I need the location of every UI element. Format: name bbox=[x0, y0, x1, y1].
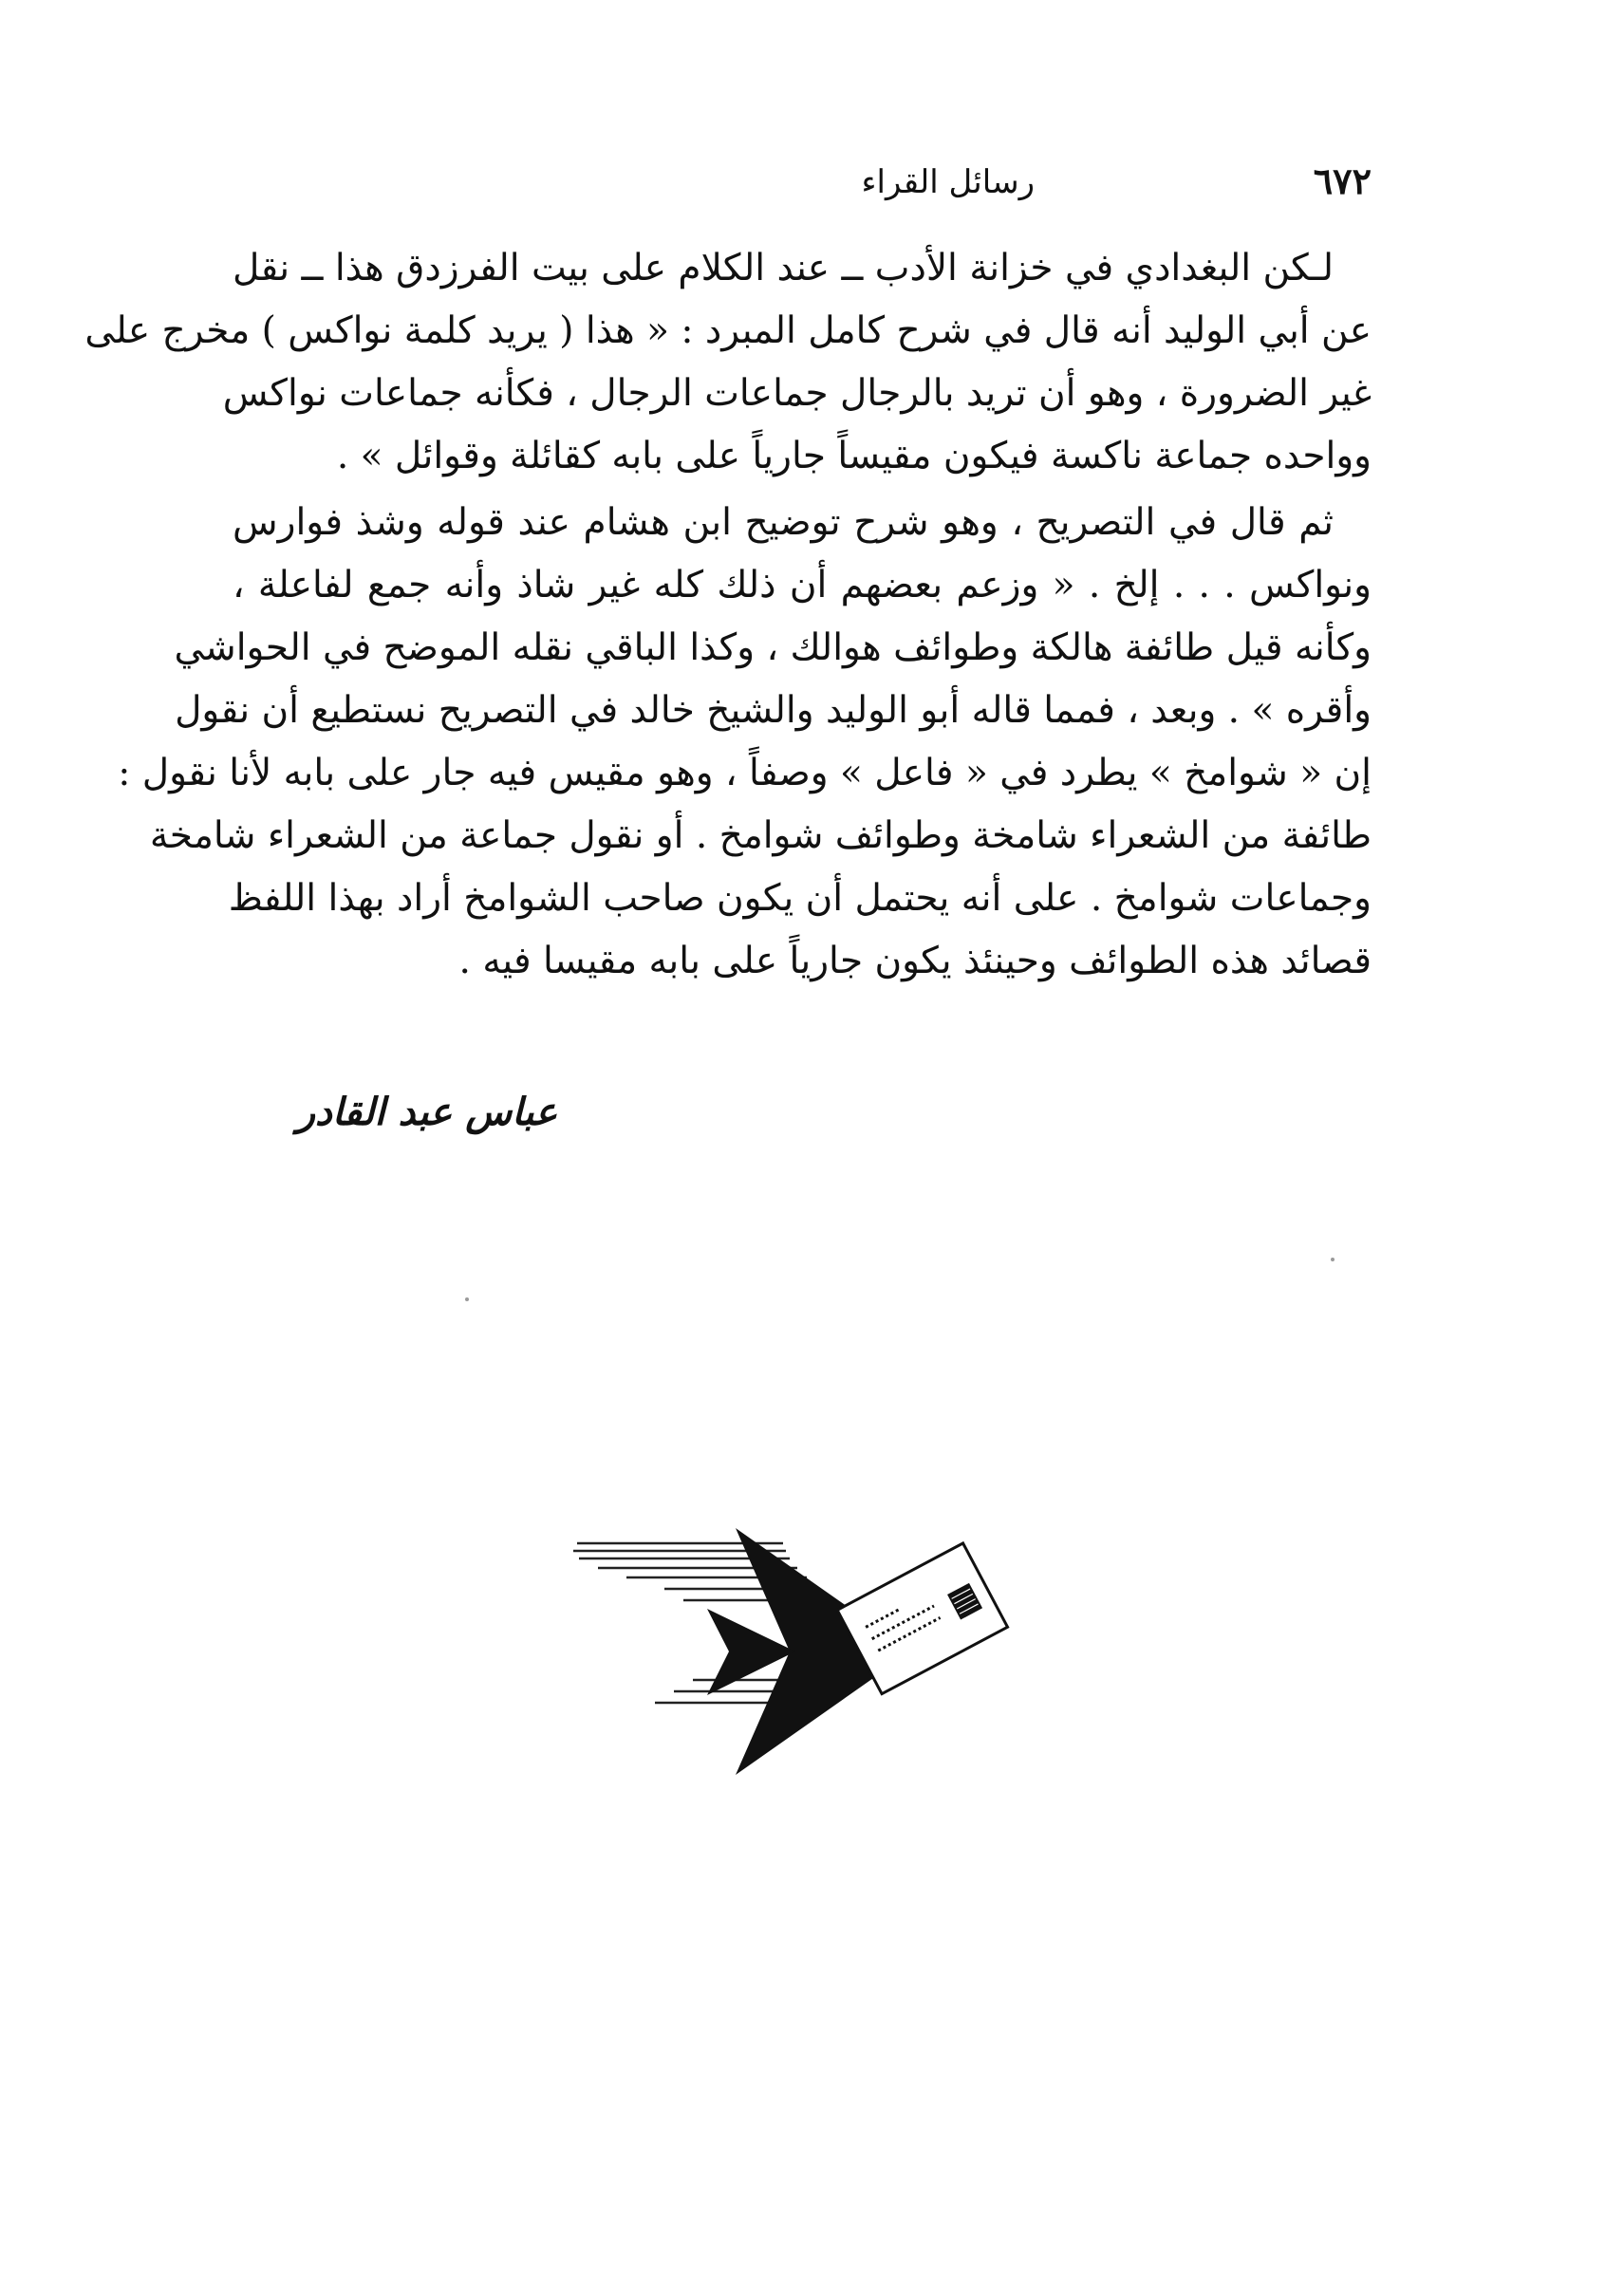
airmail-arrow-emblem-icon bbox=[569, 1509, 1044, 1794]
text-line: وكأنه قيل طائفة هالكة وطوائف هوالك ، وكذا الباقي نقله الموضح في الحواشي bbox=[174, 626, 1372, 669]
text-line: إن « شوامخ » يطرد في « فاعل » وصفاً ، وهو مقيس فيه جار على بابه لأنا نقول : bbox=[118, 752, 1372, 794]
text-line: لـكن البغدادي في خزانة الأدب ــ عند الكلام على بيت الفرزدق هذا ــ نقل bbox=[233, 247, 1335, 289]
author-signature: عباس عبد القادر bbox=[296, 1090, 558, 1134]
text-line: وواحده جماعة ناكسة فيكون مقيساً جارياً على بابه كقائلة وقوائل » . bbox=[336, 435, 1372, 477]
text-line: وجماعات شوامخ . على أنه يحتمل أن يكون صاحب الشوامخ أراد بهذا اللفظ bbox=[228, 877, 1372, 920]
page-number: ٦٧٢ bbox=[1313, 159, 1372, 202]
paragraph-1 bbox=[84, 237, 1372, 488]
stray-dot bbox=[1331, 1258, 1335, 1261]
text-line: طائفة من الشعراء شامخة وطوائف شوامخ . أو نقول جماعة من الشعراء شامخة bbox=[149, 814, 1372, 857]
running-header bbox=[233, 159, 1372, 216]
body-text bbox=[84, 237, 1372, 993]
paragraph-2 bbox=[118, 492, 1372, 993]
text-line: ونواكس . . . إلخ . « وزعم بعضهم أن ذلك كله غير شاذ وأنه جمع لفاعلة ، bbox=[233, 564, 1372, 606]
text-line: عن أبي الوليد أنه قال في شرح كامل المبرد : « هذا ( يريد كلمة نواكس ) مخرج على bbox=[84, 309, 1372, 352]
text-line: وأقره » . وبعد ، فمما قاله أبو الوليد والشيخ خالد في التصريح نستطيع أن نقول bbox=[175, 689, 1372, 732]
text-line: ثم قال في التصريح ، وهو شرح توضيح ابن هشام عند قوله وشذ فوارس bbox=[233, 501, 1334, 544]
text-line: قصائد هذه الطوائف وحينئذ يكون جارياً على بابه مقيسا فيه . bbox=[458, 940, 1372, 982]
text-line: غير الضرورة ، وهو أن تريد بالرجال جماعات الرجال ، فكأنه جماعات نواكس bbox=[222, 372, 1372, 415]
stray-dot bbox=[465, 1297, 469, 1301]
running-title: رسائل القراء bbox=[861, 163, 1035, 201]
